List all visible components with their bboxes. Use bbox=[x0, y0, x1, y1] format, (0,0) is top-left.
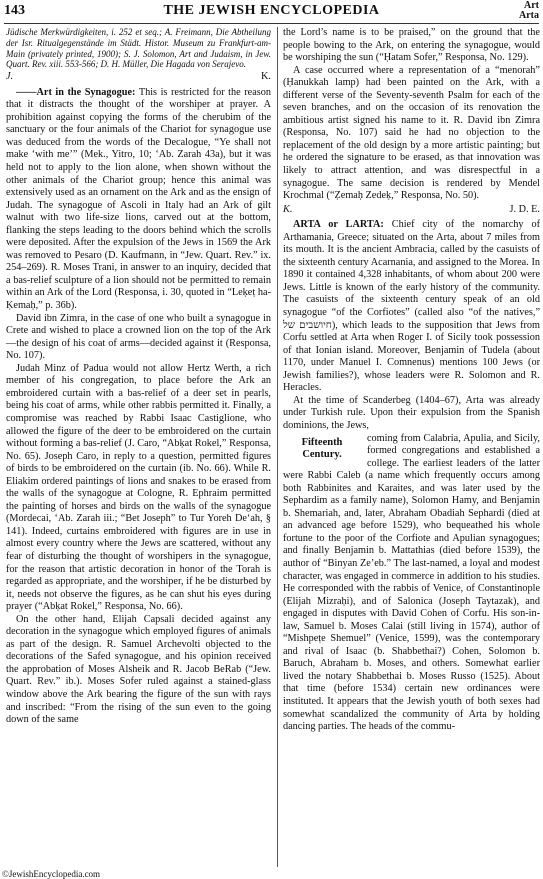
copyright-footer: ©JewishEncyclopedia.com bbox=[2, 869, 101, 879]
signature-line bbox=[283, 203, 540, 220]
author-initials: K. bbox=[261, 71, 271, 83]
paragraph: the Lord’s name is to be praised,” on the ground that the people bowing to the Ark, on entering the synagogue, would be worshiping the sun (“Ḥatam Sofer,” Responsa, No. 129). bbox=[283, 27, 540, 64]
bibliography: Jüdische Merkwürdigkeiten, i. 252 et seq.; A. Freimann, Die Abtheilung der Isr. Ritualgegenstände im Städt. Histor. Museum zu Frankfurt-am-Main (privately printed, 1900); S. J. Solomon, Art and Judaism, in Jew. Quart. Rev. xiii. 553-566; D. H. Müller, Die Hagada von Serajevo. bbox=[6, 27, 271, 70]
signature-line bbox=[6, 70, 271, 87]
guide-word-top: Art bbox=[524, 0, 539, 11]
side-note: Fifteenth Century. bbox=[301, 436, 343, 461]
guide-words bbox=[519, 1, 539, 21]
paragraph: At the time of Scanderbeg (1404–67), Arta was already under Turkish rule. Upon their expulsion from the Spanish dominions, the Jews, bbox=[283, 394, 540, 431]
author-initials: J. D. E. bbox=[509, 203, 540, 215]
page-number: 143 bbox=[4, 3, 25, 18]
guide-word-bottom: Arta bbox=[519, 10, 539, 21]
entry-heading: ARTA or LARTA: bbox=[293, 219, 384, 231]
entry-paragraph: ARTA or LARTA: Chief city of the nomarchy of Arthamania, Greece; situated on the Arta, about 7 miles from its mouth. It is the ancient Ambracia, called by the casuists of the sixteenth century Acarnania, and assigned to the Morea. In 1890 it contained 4,328 inhabitants, of whom about 200 were Jews. Little is known of the early history of the community. The casuists of the sixteenth century speak of an old synagogue “of the Corfiotes” (called also “of the natives,” חיושבים של), which leads to the supposition that Jews from Corfu settled at Arta when Roger I. of Sicily took possession of that Ionian island. Moreover, Benjamin of Tudela (about 1170, under Manuel I. Comnenus) mentions 100 Jews (or Jewish families?), whose leaders were R. Solomon and R. Heracles. bbox=[283, 219, 540, 394]
column-divider bbox=[277, 27, 278, 867]
page-header bbox=[4, 1, 539, 24]
section-heading: ——Art in the Synagogue: bbox=[16, 86, 136, 98]
paragraph: On the other hand, Elijah Capsali decided against any decoration in the synagogue which employed figures of animals as part of the design. R. Samuel Archevolti objected to the decorations of the Safed synagogue, and his opinion received the approbation of Moses Alsheik and R. Jacob BeRab (“Jew. Quart. Rev.” ib.). Moses Sofer ruled against a stained-glass window above the Ark bearing the figure of the sun with rays and inscribed: “From the rising of the sun even to the going down of the same bbox=[6, 613, 271, 726]
paragraph: ——Art in the Synagogue: This is restricted for the reason that it distracts the thought of the worshiper at prayer. A prohibition against copying the forms of the cherubim of the sanctuary or the four animals of the Chariot for synagogue use was deduced from the words of the Decalogue, “Ye shall not make ‘with me’” (Mek., Yitro, 10; ‘Ab. Zarah 43a), but it was held not to apply to the lion alone, when shown without the other animals of the Chariot group; hence this animal was extensively used as an ornament on the Ark and as the ensign of Judah. The synagogue of Ascoli in Italy had an Ark of gilt walnut with two life-size lions, carved out at the bottom, flanking the steps leading to the doors behind which the scrolls were deposited. After the expulsion of the Jews in 1569 the Ark was removed to Pesaro (D. Kaufmann, in “Jew. Quart. Rev.” ix. 254–269). R. Moses Trani, in answer to an inquiry, decided that a bas-relief sculpture of a lion should not be permitted to remain within an Ark of the Lord (Responsa, i. 30, quoted in “Leḳeṭ ha-Ḳemaḥ,” p. 36b). bbox=[6, 86, 271, 312]
left-column bbox=[6, 27, 271, 727]
paragraph: Fifteenth Century. coming from Calabria, Apulia, and Sicily, formed congregations and established a college. The earliest leaders of the latter were Rabbi Caleb (a name which frequently occurs among both Rabbinites and Karaites, and was later used by the Sephardim as a family name), Solomon Hamy, and Benjamin b. Shemariah, and, later, Abraham Obadiah Sephardi (died at an advanced age before 1529), who bequeathed his whole fortune to the poor of the Corfiote and Apulian synagogues; and finally Benjamin b. Mattathias (died before 1539), the author of “Binyan Ze’eb.” The last-named, a loyal and modest character, was engaged in commerce in addition to his studies. He corresponded with the rabbis of Venice, of Constantinople (Elijah Mizraḥi), and of Salonica (Joseph Taytazak), and engaged in disputes with David Cohen of Corfu. His son-in-law, Samuel b. Moses Calai (still living in 1574), author of “Mishpeṭe Shemuel” (Venice, 1599), was the contemporary and rival of Isaac (b. Shabbethai?) Cohen, Solomon b. Baruch, Abraham b. Moses, and others. Somewhat earlier lived the notary Shabbethai b. Moses Russo (1525). About that time (before 1534) certain new ordinances were instituted. It appears that the Jewish youth of both sexes had somewhat scandalized the community of Arta by holding dancing parties. The heads of the commu- bbox=[283, 432, 540, 733]
category-mark: J. bbox=[6, 71, 14, 83]
paragraph: A case occurred where a representation of a “menorah” (Ḥanukkah lamp) had been painted on the Ark, with a different verse of the Seventy-seventh Psalm for each of the seven branches, and on the occasion of its renovation the ambitious artist signed his name to it. R. David ibn Zimra (Responsa, No. 107) said he had no objection to the replacement of the old design by a more artistic painting; but he ordered the signature to be erased, as that innovation was likely to attract attention, and was disrespectful in a synagogue. The same decision is rendered by Mendel Krochmal (“Ẓemaḥ Zedeḳ,” Responsa, No. 50). bbox=[283, 64, 540, 202]
right-column bbox=[283, 27, 540, 734]
paragraph: Judah Minz of Padua would not allow Hertz Werth, a rich member of his congregation, to place before the Ark an embroidered curtain with a bas-relief of a deer set in pearls, being his coat of arms, while other rabbis permitted it. Finally, a compromise was reached by Rabbi Isaac Castiglione, who allowed the figure of the deer to be embroidered on the curtain without forming a bas-relief (J. Caro, “Abḳat Rokel,” Responsa, No. 65). Joseph Caro, in reply to a question, permitted figures of birds to be embroidered on the curtain (ib. No. 66). While R. Eliakim ordered paintings of lions and snakes to be erased from the walls of the synagogue at Cologne, R. Ephraim permitted the painting of horses and birds on the walls of the synagogue (Mordecai, ‘Ab. Zarah iii.; “Bet Joseph” to Tur Yoreh De‘ah, § 141). Indeed, curtains embroidered with figures are in use in almost every country where the Jews are scattered, without any fear of disturbing the thought of worshipers in the synagogue, for the reason that artistic decoration in honor of the Torah is regarded as appropriate, and the worshiper, if he be disturbed by it, needs not observe the figures, as he can shut his eyes during prayer (“Abḳat Rokel,” Responsa, No. 66). bbox=[6, 362, 271, 613]
paragraph: David ibn Zimra, in the case of one who built a synagogue in Crete and wished to place a crowned lion on the top of the Ark—the design of his coat of arms—decided against it (Responsa, No. 107). bbox=[6, 312, 271, 362]
running-title: THE JEWISH ENCYCLOPEDIA bbox=[163, 3, 380, 18]
category-mark: K. bbox=[283, 203, 293, 215]
